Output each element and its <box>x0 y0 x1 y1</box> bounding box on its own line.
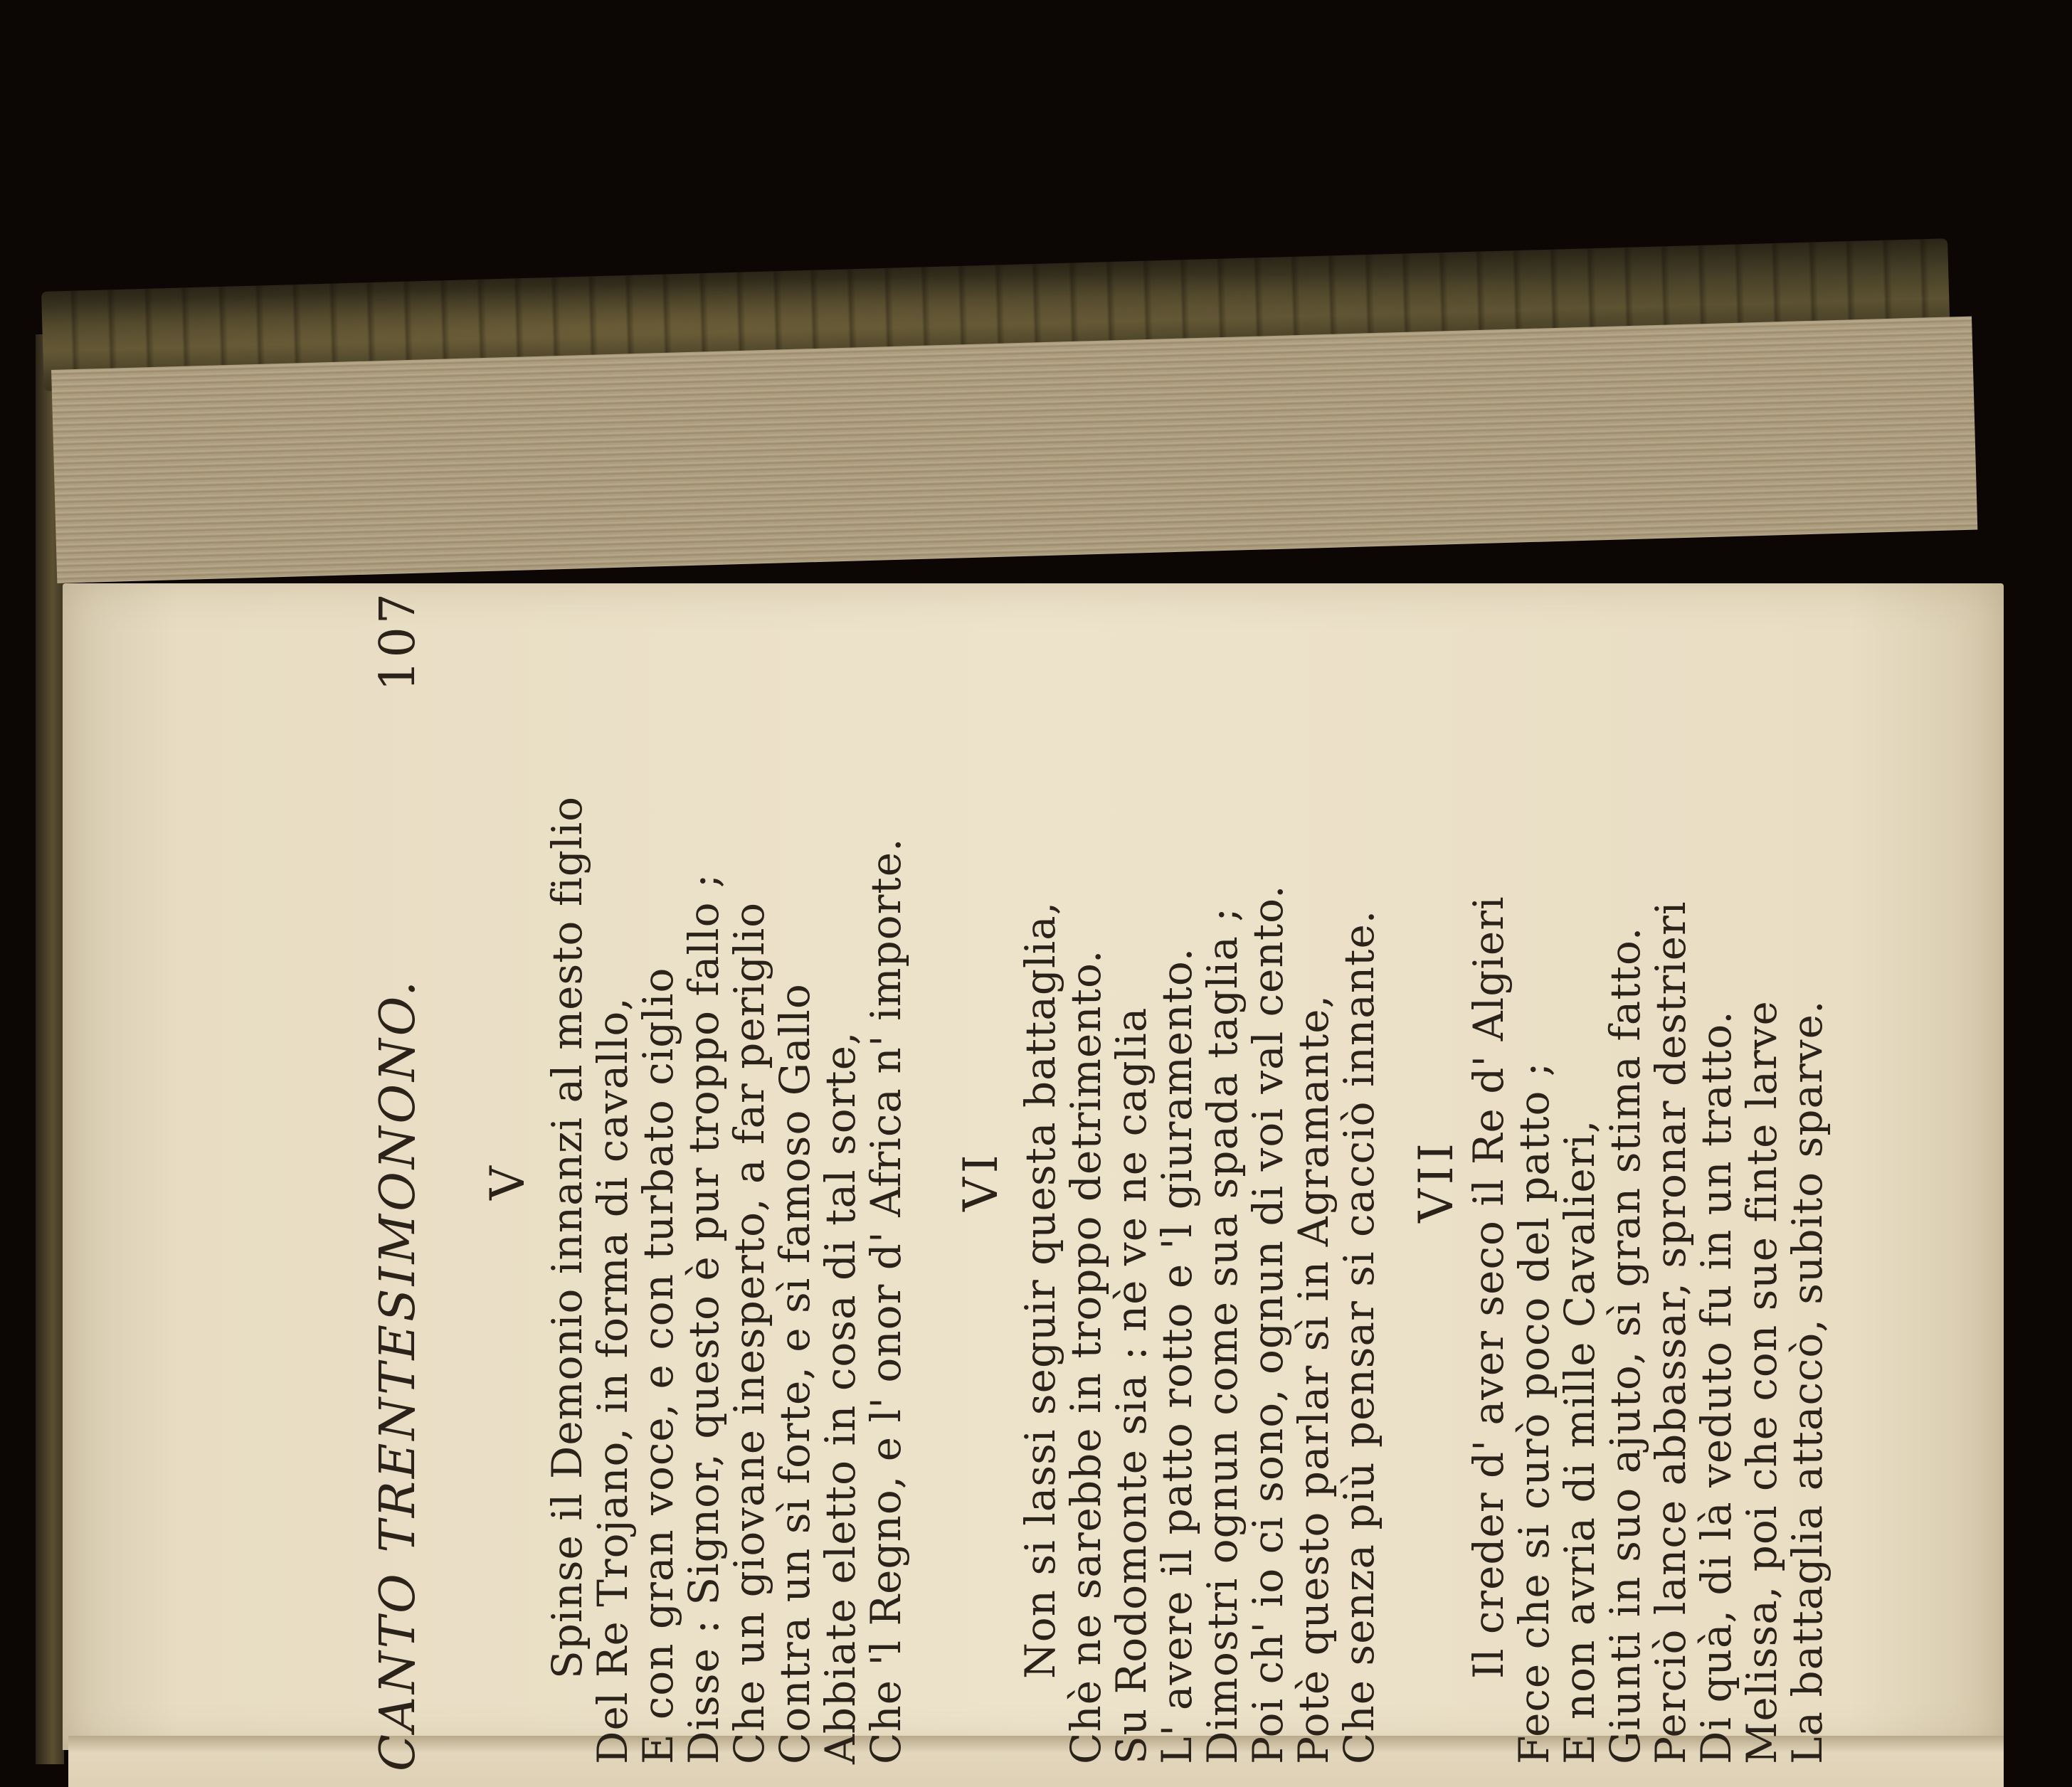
verse-line: Disse : Signor, questo è pur troppo fallo ; <box>680 873 728 1764</box>
verse-line: Perciò lance abbassar, spronar destrieri <box>1646 901 1695 1764</box>
header-title: CANTO TRENTESIMONONO. <box>370 978 426 1771</box>
verse-line: Il creder d' aver seco il Re d' Algieri <box>1464 896 1513 1679</box>
verse-line: Abbiate eletto in cosa di tal sorte, <box>816 1031 865 1764</box>
verse-line: Che 'l Regno, e l' onor d' Africa n' importe. <box>862 837 910 1764</box>
verse-line: Spinse il Demonio innanzi al mesto figlio <box>543 795 591 1679</box>
stanza <box>1466 555 1830 1764</box>
stanza-number: VII <box>1409 1139 1464 1223</box>
verse-line: L' avere il patto rotto e 'l giuramento. <box>1153 947 1201 1764</box>
rotated-text-block <box>356 505 1832 1787</box>
verse-line: Contra un sì forte, e sì famoso Gallo <box>771 983 819 1764</box>
verse-line: Potè questo parlar sì in Agramante, <box>1289 994 1338 1764</box>
verse-line: Dimostri ognun come sua spada taglia ; <box>1198 907 1247 1764</box>
verse-line: La battaglia attaccò, subito sparve. <box>1783 999 1832 1764</box>
verse-line: Poi ch' io ci sono, ognun di voi val cento. <box>1244 884 1292 1764</box>
running-header <box>370 590 434 1771</box>
verse-line: Fece che si curò poco del patto ; <box>1510 1061 1558 1764</box>
stanza-number: VI <box>953 1150 1008 1211</box>
verse-line: Chè ne sarebbe in troppo detrimento. <box>1062 949 1110 1764</box>
stanza <box>1018 555 1382 1764</box>
verse-line: E non avria di mille Cavalieri, <box>1555 1119 1604 1764</box>
page-number: 107 <box>370 590 426 691</box>
verse-line: Che un giovane inesperto, a far periglio <box>725 901 773 1764</box>
verse-line: Su Rodomonte sia : nè ve ne caglia <box>1107 1007 1156 1764</box>
verse-line: Del Re Trojano, in forma di cavallo, <box>588 997 637 1764</box>
stanza <box>544 555 909 1764</box>
verse-line: Melissa, poi che con sue finte larve <box>1738 1000 1786 1764</box>
verse-line: Che senza più pensar si cacciò innante. <box>1335 909 1383 1764</box>
verse-line: Non si lassi seguir questa battaglia, <box>1016 901 1064 1679</box>
verse-line: Di quà, di là veduto fu in un tratto. <box>1692 1010 1740 1764</box>
verse-line: Giunti in suo ajuto, sì gran stima fatto. <box>1601 926 1649 1764</box>
stanza-number: V <box>480 1162 535 1200</box>
verse-line: E con gran voce, e con turbato ciglio <box>634 967 682 1764</box>
